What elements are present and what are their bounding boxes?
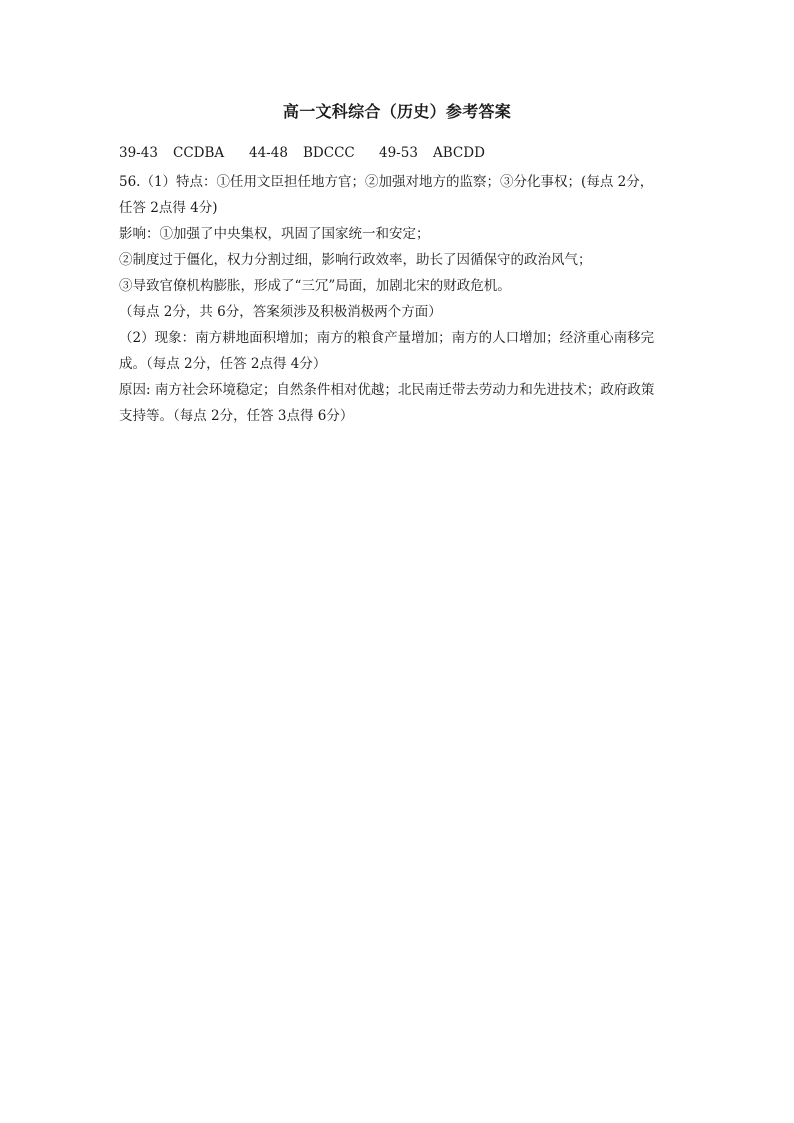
text-line: （2）现象：南方耕地面积增加；南方的粮食产量增加；南方的人口增加；经济重心南移完 [119, 330, 655, 346]
answer-range: 49-53 [379, 145, 418, 161]
answer-key: ABCDD [433, 145, 485, 161]
text-line: 影响：①加强了中央集权，巩固了国家统一和安定； [119, 226, 430, 242]
page-title: 高一文科综合（历史）参考答案 [282, 102, 512, 121]
text-line: （每点 2分，共 6分，答案须涉及积极消极两个方面） [119, 304, 442, 320]
text-line: 支持等。（每点 2分，任答 3点得 6分） [119, 408, 354, 424]
answer-key: BDCCC [303, 145, 355, 161]
answer-range: 39-43 [119, 145, 158, 161]
text-line: ②制度过于僵化，权力分割过细，影响行政效率，助长了因循保守的政治风气； [119, 252, 592, 268]
text-line: 成。（每点 2分，任答 2点得 4分） [119, 356, 327, 372]
text-line: 任答 2点得 4分) [119, 200, 218, 216]
answer-range: 44-48 [249, 145, 288, 161]
answer-body [119, 169, 684, 429]
text-line: ③导致官僚机构膨胀，形成了“三冗”局面，加剧北宋的财政危机。 [119, 278, 511, 294]
text-line: 56.（1）特点：①任用文臣担任地方官；②加强对地方的监察；③分化事权；(每点 2分， [119, 174, 654, 190]
text-line: 原因: 南方社会环境稳定；自然条件相对优越；北民南迁带去劳动力和先进技术；政府政策 [119, 382, 655, 398]
answer-key: CCDBA [173, 145, 225, 161]
choice-answers-row [119, 143, 509, 163]
